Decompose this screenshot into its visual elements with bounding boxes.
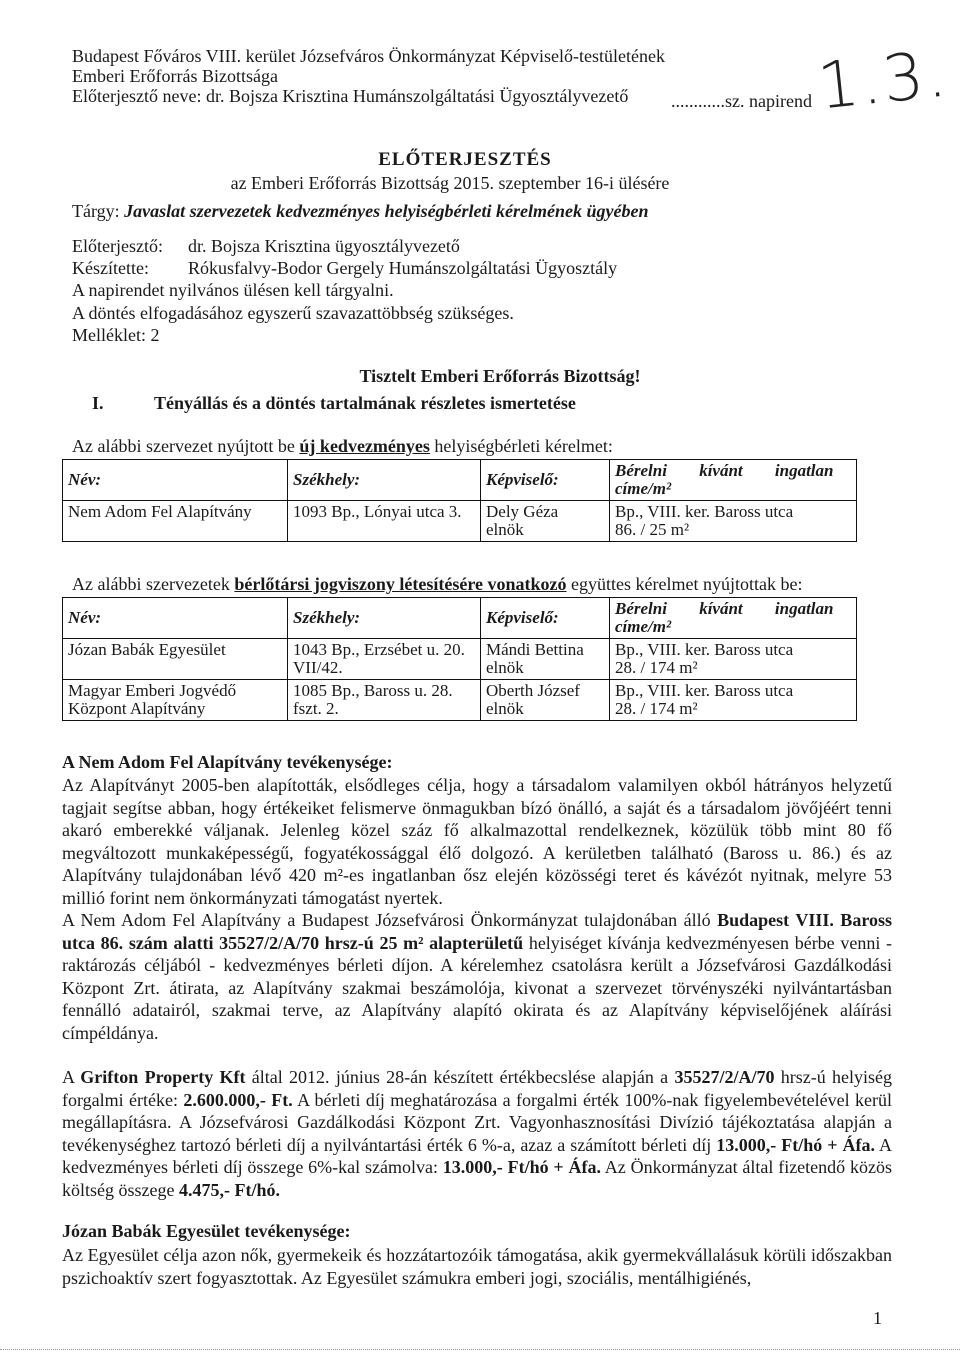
nafa-p2-b: Budapest VIII. Baross utca 86. bbox=[62, 910, 892, 953]
intro1-bold: új kedvezményes bbox=[299, 436, 430, 456]
table-row bbox=[63, 680, 857, 721]
nafa-p2-d: helyiséget kívánja kedvezményesen bérbe venni - raktározás céljából - kedvezményes bérleti díjon. A kérelemhez csatolásra került a Józsefvárosi Gazdálkodási Központ Zrt. átirata, az Alapítvány szakmai beszámolója, kivonat a szervezet törvényszéki nyilvántartásban fennálló adatairól, szakmai terve, az Alapítvány alapító okirata és az Alapítvány képviselőjének aláírási címpéldánya. bbox=[62, 932, 892, 1043]
nafa-paragraph-3 bbox=[62, 1066, 892, 1201]
table-header-row bbox=[63, 460, 857, 501]
header-line-3: Előterjesztő neve: dr. Bojsza Krisztina Humánszolgáltatási Ügyosztályvezető bbox=[72, 86, 629, 106]
subject-label: Tárgy: bbox=[72, 201, 120, 221]
document-title: ELŐTERJESZTÉS bbox=[378, 149, 552, 170]
col-property-header-1: Bérelni kívánt ingatlan bbox=[615, 599, 834, 618]
agenda-number-field: ............sz. napirend bbox=[671, 91, 812, 111]
section-title: Tényállás és a döntés tartalmának részletes ismertetése bbox=[154, 393, 576, 413]
joint-request-table bbox=[62, 597, 857, 721]
nafa-p3-j: 13.000,- Ft/hó + Áfa. bbox=[442, 1157, 601, 1177]
nafa-p2-c: szám alatti 35527/2/A/70 hrsz-ú 25 m² alapterületű bbox=[123, 932, 524, 953]
cell-name: Magyar Emberi Jogvédő Központ Alapítvány bbox=[63, 680, 288, 721]
cell-rep bbox=[481, 680, 610, 721]
nafa-paragraph-2 bbox=[62, 909, 892, 1044]
cell-rep-role: elnök bbox=[486, 699, 524, 718]
nafa-p2-a: A Nem Adom Fel Alapítvány a Budapest Józsefvárosi Önkormányzat tulajdonában álló bbox=[62, 910, 718, 930]
jbe-paragraph-1: Az Egyesület célja azon nők, gyermekeik és hozzátartozóik támogatása, akik gyermekvállalásuk körüli időszakban pszichoaktív szert fogyasztottak. Az Egyesület számukra emberi jogi, szociális, mentálhigiénés, bbox=[62, 1245, 892, 1288]
cell-rep bbox=[481, 639, 610, 680]
intro2-bold: bérlőtársi jogviszony létesítésére vonatkozó bbox=[234, 574, 567, 594]
cell-rep bbox=[481, 501, 610, 542]
intro-new-request bbox=[72, 436, 613, 457]
majority-note: A döntés elfogadásához egyszerű szavazattöbbség szükséges. bbox=[72, 303, 514, 323]
intro1-pre: Az alábbi szervezet nyújtott be bbox=[72, 436, 300, 456]
cell-rep-name: Mándi Bettina bbox=[486, 640, 584, 659]
intro2-post: együttes kérelmet nyújtottak be: bbox=[566, 574, 803, 594]
presenter-line bbox=[72, 236, 460, 257]
new-request-table bbox=[62, 459, 857, 542]
cell-property-2: 86. / 25 m² bbox=[615, 520, 690, 539]
col-property-header-1: Bérelni kívánt ingatlan bbox=[615, 461, 834, 480]
cell-property bbox=[610, 639, 857, 680]
col-property-header-2: címe/m² bbox=[615, 479, 672, 498]
col-property-header bbox=[610, 598, 857, 639]
page-number: 1 bbox=[873, 1308, 882, 1328]
col-name-header: Név: bbox=[63, 460, 288, 501]
cell-seat: 1085 Bp., Baross u. 28. fszt. 2. bbox=[288, 680, 481, 721]
prepared-line bbox=[72, 258, 617, 279]
nafa-p3-f: 2.600.000,- Ft. bbox=[183, 1089, 293, 1110]
col-property-header-2: címe/m² bbox=[615, 617, 672, 636]
salutation: Tisztelt Emberi Erőforrás Bizottság! bbox=[359, 366, 641, 386]
presenter-value: dr. Bojsza Krisztina ügyosztályvezető bbox=[188, 236, 460, 256]
cell-rep-role: elnök bbox=[486, 520, 524, 539]
nafa-p3-a: A bbox=[62, 1067, 81, 1087]
section-heading bbox=[92, 393, 576, 414]
cell-property bbox=[610, 680, 857, 721]
cell-property-2: 28. / 174 m² bbox=[615, 658, 698, 677]
header-line-2: Emberi Erőforrás Bizottsága bbox=[72, 66, 278, 86]
nafa-p3-h: 13.000,- Ft/hó + Áfa. bbox=[716, 1134, 875, 1155]
jbe-heading: Józan Babák Egyesület tevékenysége: bbox=[62, 1221, 351, 1241]
header-line-1: Budapest Főváros VIII. kerület Józsefváros Önkormányzat Képviselő-testületének bbox=[72, 46, 665, 66]
cell-name: Józan Babák Egyesület bbox=[63, 639, 288, 680]
presenter-label: Előterjesztő: bbox=[72, 236, 163, 256]
nafa-p3-d: 35527/2/A/70 bbox=[674, 1067, 775, 1087]
cell-rep-role: elnök bbox=[486, 658, 524, 677]
nafa-p3-c: által 2012. június 28-án készített értékbecslése alapján a bbox=[245, 1067, 675, 1087]
scan-edge-line bbox=[0, 1349, 960, 1350]
cell-property-2: 28. / 174 m² bbox=[615, 699, 698, 718]
nafa-p3-e: hrsz-ú helyiség forgalmi értéke: bbox=[62, 1067, 892, 1110]
col-seat-header: Székhely: bbox=[288, 460, 481, 501]
public-session-note: A napirendet nyilvános ülésen kell tárgyalni. bbox=[72, 280, 394, 300]
cell-seat: 1093 Bp., Lónyai utca 3. bbox=[288, 501, 481, 542]
col-property-header bbox=[610, 460, 857, 501]
prepared-value: Rókusfalvy-Bodor Gergely Humánszolgáltatási Ügyosztály bbox=[188, 258, 618, 278]
cell-rep-name: Dely Géza bbox=[486, 502, 559, 521]
prepared-label: Készítette: bbox=[72, 258, 149, 278]
cell-property-1: Bp., VIII. ker. Baross utca bbox=[615, 681, 794, 700]
nafa-p3-k: Az Önkormányzat által fizetendő közös költség összege bbox=[62, 1157, 892, 1200]
table-row bbox=[63, 639, 857, 680]
col-seat-header: Székhely: bbox=[288, 598, 481, 639]
col-name-header: Név: bbox=[63, 598, 288, 639]
cell-rep-name: Oberth József bbox=[486, 681, 580, 700]
table-row bbox=[63, 501, 857, 542]
intro-joint-request bbox=[72, 574, 802, 595]
cell-property bbox=[610, 501, 857, 542]
col-rep-header: Képviselő: bbox=[481, 598, 610, 639]
section-number: I. bbox=[92, 393, 104, 413]
intro2-pre: Az alábbi szervezetek bbox=[72, 574, 235, 594]
nafa-p3-b: Grifton Property Kft bbox=[80, 1067, 246, 1087]
cell-seat: 1043 Bp., Erzsébet u. 20. VII/42. bbox=[288, 639, 481, 680]
nafa-p3-g: A bérleti díj meghatározása a forgalmi érték 100%-nak figyelembevételével kerül megállapításra. A Józsefvárosi Gazdálkodási Központ Zrt. Vagyonhasznosítási Divízió tájékoztatása alapján a tevékenységhez tartozó bérleti díj a nyilvántartási érték 6 %-a, azaz a számított bérleti díj bbox=[62, 1089, 893, 1155]
intro1-post: helyiségbérleti kérelmet: bbox=[429, 436, 613, 456]
cell-property-1: Bp., VIII. ker. Baross utca bbox=[615, 640, 794, 659]
table-header-row bbox=[63, 598, 857, 639]
subject-line bbox=[72, 201, 649, 222]
attachment-note: Melléklet: 2 bbox=[72, 325, 160, 345]
cell-name: Nem Adom Fel Alapítvány bbox=[63, 501, 288, 542]
nafa-heading: A Nem Adom Fel Alapítvány tevékenysége: bbox=[62, 752, 393, 772]
nafa-p3-l: 4.475,- Ft/hó. bbox=[178, 1179, 280, 1200]
handwritten-agenda-number: 1.3. bbox=[814, 37, 952, 125]
subject-text: Javaslat szervezetek kedvezményes helyiségbérleti kérelmének ügyében bbox=[124, 201, 649, 221]
document-subtitle: az Emberi Erőforrás Bizottság 2015. szeptember 16-i ülésére bbox=[230, 173, 670, 193]
nafa-paragraph-1: Az Alapítványt 2005-ben alapították, elsődleges célja, hogy a társadalom valamilyen okból hátrányos helyzetű tagjait segítse abban, hogy értékeiket felismerve önmagukban bízó önálló, a saját és a társadalom jövőjéért tenni akaró emberekké váljanak. Jelenleg közel száz fő alkalmazottal rendelkeznek, közülük több mint 80 fő megváltozott munkaképességű, fogyatékossággal élő dolgozó. A kerületben található (Baross u. 86.) és az Alapítvány tulajdonában lévő 420 m²-es ingatlanban ősz elején közösségi teret és kávézót nyitnak, melyre 53 millió forint nem önkormányzati támogatást nyertek. bbox=[62, 775, 892, 908]
nafa-p3-i: A kedvezményes bérleti díj összege 6%-kal számolva: bbox=[62, 1134, 892, 1177]
col-rep-header: Képviselő: bbox=[481, 460, 610, 501]
cell-property-1: Bp., VIII. ker. Baross utca bbox=[615, 502, 794, 521]
